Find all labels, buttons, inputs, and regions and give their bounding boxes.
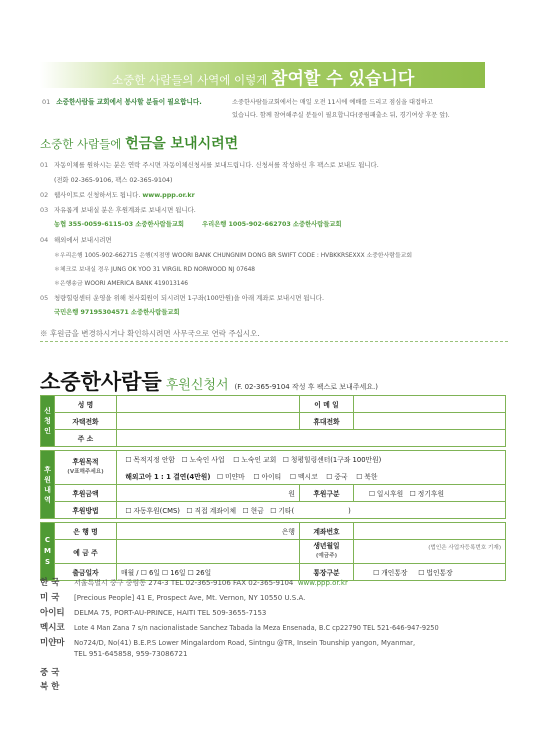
footer-website-link[interactable]: www.ppp.or.kr [297, 579, 348, 587]
bank-name-field[interactable]: 은행 [117, 523, 300, 540]
address-korea: 한 국 서울특별시 중구 중림동 274-3 TEL 02-365-9106 FAX 02-365-9104 www.ppp.or.kr [40, 578, 348, 588]
label-bank-name: 은 행 명 [55, 523, 117, 540]
cash-phone-note: (전화 02-365-9106, 팩스 02-365-9104) [54, 177, 173, 184]
overseas-line-3: ＊은행송금 WOORI AMERICA BANK 419013146 [54, 281, 188, 287]
checkbox-corporate[interactable]: ☐ 법인통장 [418, 569, 452, 577]
angel-account: 국민은행 97195304571 소중한사람들교회 [54, 309, 180, 316]
checkbox-transfer[interactable]: ☐ 직접 계좌이체 [186, 507, 236, 515]
address-china: 중 국 [40, 668, 60, 678]
checkbox-homeless[interactable]: ☐ 노숙인 사업 [181, 456, 224, 464]
account-no-field[interactable] [354, 523, 506, 540]
label-address: 주 소 [55, 430, 117, 447]
method-options: ☐ 자동후원(CMS) ☐ 직접 계좌이체 ☐ 현금 ☐ 기타( ) [117, 502, 506, 519]
purpose-options-row2 [117, 468, 506, 485]
label-method: 후원방법 [55, 502, 117, 519]
checkbox-personal[interactable]: ☐ 개인통장 [373, 569, 407, 577]
label-home-phone: 자택전화 [55, 413, 117, 430]
address-haiti: 아이티 DELMA 75, PORT-AU-PRINCE, HAITI TEL 509-3655-7153 [40, 608, 267, 618]
checkbox-cash[interactable]: ☐ 현금 [243, 507, 264, 515]
label-support-type: 후원구분 [300, 485, 354, 502]
website-link[interactable]: www.ppp.or.kr [142, 191, 195, 199]
checkbox-healing[interactable]: ☐ 청평힐링센터(1구좌 100만원) [283, 456, 382, 464]
cash-item-03: 03 자유롭게 보내실 분은 후원계좌로 보내시면 됩니다. [40, 206, 196, 214]
address-field[interactable] [117, 430, 506, 447]
amount-field[interactable]: 원 [117, 485, 300, 502]
checkbox-other[interactable]: ☐ 기타( [270, 507, 294, 515]
checkbox-mexico[interactable]: ☐ 멕시코 [290, 473, 318, 481]
address-mexico: 멕시코 Lote 4 Man Zana 7 s/n nacionalistade Sanchez Tabada la Meza Ensenada, B.C cp22790 TEL 521-646-947-9250 [40, 623, 439, 633]
address-north-korea: 북 한 [40, 682, 60, 692]
home-phone-field[interactable] [117, 413, 300, 430]
overseas-orphan-label: 해외고아 1 : 1 결연(4만원) [125, 472, 211, 481]
checkbox-onetime[interactable]: ☐ 일시후원 [369, 490, 403, 498]
checkbox-church[interactable]: ☐ 노숙인 교회 [233, 456, 276, 464]
support-form [40, 395, 506, 581]
checkbox-regular[interactable]: ☐ 정기후원 [410, 490, 444, 498]
label-email: 이 메 일 [300, 396, 354, 413]
label-mobile: 휴대전화 [300, 413, 354, 430]
banner-title: 소중한 사람들의 사역에 이렇게 참여할 수 있습니다 [112, 69, 415, 89]
cash-item-01: 01 자동이체를 원하시는 분은 연락 주시면 자동이체신청서를 보내드립니다. 신청서를 작성하신 후 팩스로 보내도 됩니다. [40, 161, 379, 169]
email-field[interactable] [354, 396, 506, 413]
checkbox-nk[interactable]: ☐ 북한 [356, 473, 377, 481]
section-support: 후원내역 [41, 451, 55, 519]
section-cms: C M S [41, 523, 55, 581]
label-account-no: 계좌번호 [300, 523, 354, 540]
address-myanmar-tel: TEL 951-645858, 959-73086721 [74, 650, 188, 658]
notice-text: ※ 후원금을 변경하시거나 확인하시려면 사무국으로 연락 주십시오. [40, 329, 260, 338]
account-list: 농협 355-0059-6115-03 소중한사람들교회 우리은행 1005-902-662703 소중한사람들교회 [54, 221, 342, 228]
checkbox-china[interactable]: ☐ 중국 [326, 473, 347, 481]
account-type-options [354, 564, 506, 581]
birth-field[interactable]: (법인은 사업자등록번호 기재) [354, 540, 506, 564]
checkbox-myanmar[interactable]: ☐ 미얀마 [217, 473, 245, 481]
label-withdraw-date: 출금일자 [55, 564, 117, 581]
cash-item-04: 04 해외에서 보내시려면 [40, 236, 112, 244]
cash-section-title: 소중한 사람들에 헌금을 보내시려면 [40, 136, 239, 152]
label-birth: 생년월일 (예금주) [300, 540, 354, 564]
label-holder: 예 금 주 [55, 540, 117, 564]
withdraw-date-options[interactable]: 매월 / ☐ 6일 ☐ 16일 ☐ 26일 [117, 564, 300, 581]
name-field[interactable] [117, 396, 300, 413]
overseas-line-2: ＊체크로 보내실 경우 JUNG OK YOO 31 VIRGIL RD NORWOOD NJ 07648 [54, 267, 256, 273]
mobile-field[interactable] [354, 413, 506, 430]
address-usa: 미 국 [Precious People] 41 E, Prospect Ave, Mt. Vernon, NY 10550 U.S.A. [40, 593, 306, 603]
volunteer-item: 01 소중한사람들 교회에서 봉사할 분들이 필요합니다. [42, 98, 202, 106]
volunteer-description: 소중한사람들교회에서는 매일 오전 11시에 예배를 드리고 점심을 대접하고 있습니다. 함께 참여해주실 분들이 필요합니다(중림패출소 뒤, 경기여상 후문 앞). [232, 99, 450, 119]
label-amount: 후원금액 [55, 485, 117, 502]
support-type-options [354, 485, 506, 502]
checkbox-haiti[interactable]: ☐ 아이티 [253, 473, 281, 481]
purpose-options-row1 [117, 451, 506, 468]
dashed-divider [40, 341, 508, 342]
holder-field[interactable] [117, 540, 300, 564]
label-purpose: 후원목적 (V표해주세요) [55, 451, 117, 485]
checkbox-cms[interactable]: ☐ 자동후원(CMS) [125, 507, 180, 515]
section-applicant: 신청인 [41, 396, 55, 447]
cash-item-02: 02 웹사이트로 신청하셔도 됩니다. www.ppp.or.kr [40, 191, 195, 199]
label-account-type: 통장구분 [300, 564, 354, 581]
address-myanmar: 미얀마 No724/D, No(41) B.E.P.S Lower Mingalardom Road, Sintngu @TR, Insein Tounship yangon, Myanmar, [40, 638, 416, 648]
label-name: 성 명 [55, 396, 117, 413]
cash-item-05: 05 청량힐링센터 운영을 위해 천사회원이 되시려면 1구좌(100만원)을 아래 계좌로 보내시면 됩니다. [40, 294, 324, 302]
checkbox-designated[interactable]: ☐ 목적지정 안함 [125, 456, 175, 464]
form-title: 소중한사람들 후원신청서 (F. 02-365-9104 작성 후 팩스로 보내주세요.) [40, 369, 378, 394]
overseas-line-1: ＊우리은행 1005-902-662715 은행(지점명 WOORI BANK CHUNGNIM DONG BR SWIFT CODE : HVBKKRSEXXX 소중한사람들교회 [54, 253, 413, 259]
